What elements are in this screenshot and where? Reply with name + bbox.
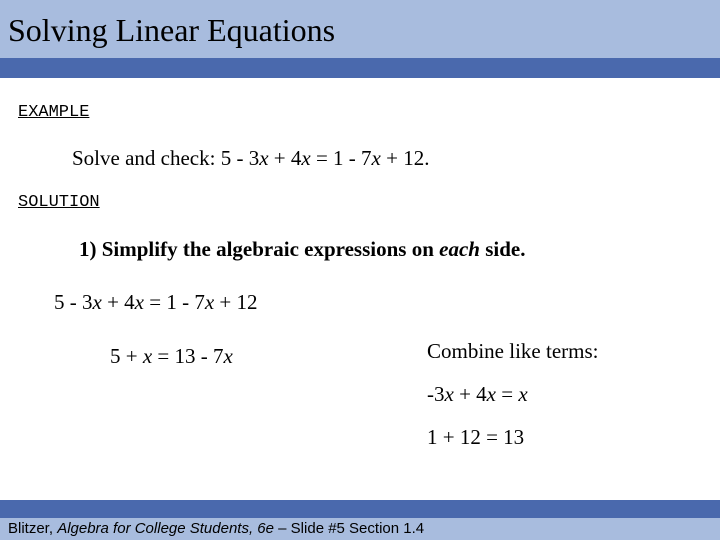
eq-part: = 1 - 7 [144,290,205,314]
variable-x: x [142,344,153,368]
example-label: EXAMPLE [18,103,90,122]
footer-slide-info: – Slide #5 Section 1.4 [274,520,425,537]
eq-part: = 13 - 7 [152,344,224,368]
note-line-2: 1 + 12 = 13 [427,425,525,449]
variable-x: x [223,344,233,368]
equation-original [54,290,258,315]
eq-part: 5 - 3 [54,290,93,314]
problem-part: Solve and check: 5 - 3 [72,146,260,170]
note-part: + 4 [453,382,487,406]
problem-part: = 1 - 7 [310,146,372,170]
variable-x: x [371,146,381,170]
equation-simplified [110,344,233,369]
variable-x: x [259,146,269,170]
step-1-text: 1) Simplify the algebraic expressions on [79,237,440,261]
note-line-1 [427,382,528,407]
step-1-emphasis: each [439,237,480,261]
step-1 [79,237,525,262]
title-stripe [0,58,720,78]
note-heading: Combine like terms: [427,339,599,363]
problem-part: + 12. [380,146,430,170]
step-1-text-end: side. [479,237,526,261]
variable-x: x [444,382,454,406]
variable-x: x [518,382,528,406]
problem-part: + 4 [268,146,302,170]
slide-title: Solving Linear Equations [8,12,336,48]
eq-part: + 4 [101,290,135,314]
eq-part: 5 + [110,344,143,368]
variable-x: x [204,290,215,314]
variable-x: x [92,290,102,314]
footer-book-title: Algebra for College Students, 6e [57,520,274,537]
note-part: = [496,382,519,406]
footer-citation [8,520,424,537]
solution-label: SOLUTION [18,193,100,212]
problem-statement [72,146,429,171]
note-part: -3 [427,382,445,406]
footer-stripe [0,500,720,518]
variable-x: x [486,382,496,406]
variable-x: x [301,146,311,170]
footer-author: Blitzer, [8,520,58,537]
eq-part: + 12 [214,290,258,314]
variable-x: x [134,290,144,314]
